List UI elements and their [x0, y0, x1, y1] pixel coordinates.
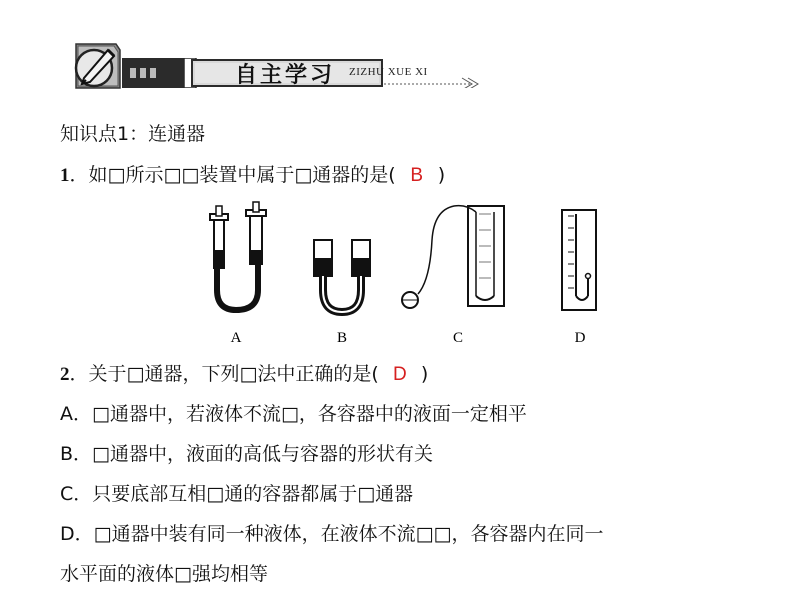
- banner-title: 自主学习: [234, 62, 335, 88]
- question-1: [60, 163, 445, 188]
- figure-label-c: C: [452, 330, 464, 346]
- figure-a: [210, 202, 266, 310]
- question-text: ．如□所示□□装置中属于□通器的是(: [69, 164, 396, 186]
- question-number: 1: [60, 165, 70, 186]
- figure-label-d: D: [574, 330, 586, 346]
- figure-c: [402, 206, 504, 308]
- figure-d: [562, 210, 596, 310]
- question-close: ): [437, 164, 446, 186]
- answer-mark: D: [392, 364, 407, 385]
- figure-label-a: A: [230, 330, 242, 346]
- question-close: ): [420, 363, 429, 385]
- banner-pinyin: ZIZHU XUE XI: [349, 66, 428, 78]
- option-d-continued: 水平面的液体□强均相等: [60, 563, 268, 585]
- figure-label-b: B: [336, 330, 348, 346]
- option-b: B．□通器中，液面的高低与容器的形状有关: [60, 443, 433, 465]
- section-banner: [62, 36, 512, 96]
- option-d: D．□通器中装有同一种液体，在液体不流□□，各容器内在同一: [60, 523, 604, 545]
- option-a: A．□通器中，若液体不流□，各容器中的液面一定相平: [60, 403, 527, 425]
- question-number: 2: [60, 364, 70, 385]
- figure-b: [314, 240, 370, 312]
- apparatus-figures: [196, 200, 616, 348]
- question-text: ．关于□通器，下列□法中正确的是(: [69, 363, 379, 385]
- question-2: [60, 362, 428, 387]
- section-heading: 知识点1：连通器: [60, 123, 206, 145]
- option-c: C．只要底部互相□通的容器都属于□通器: [60, 483, 414, 505]
- answer-mark: B: [410, 165, 424, 186]
